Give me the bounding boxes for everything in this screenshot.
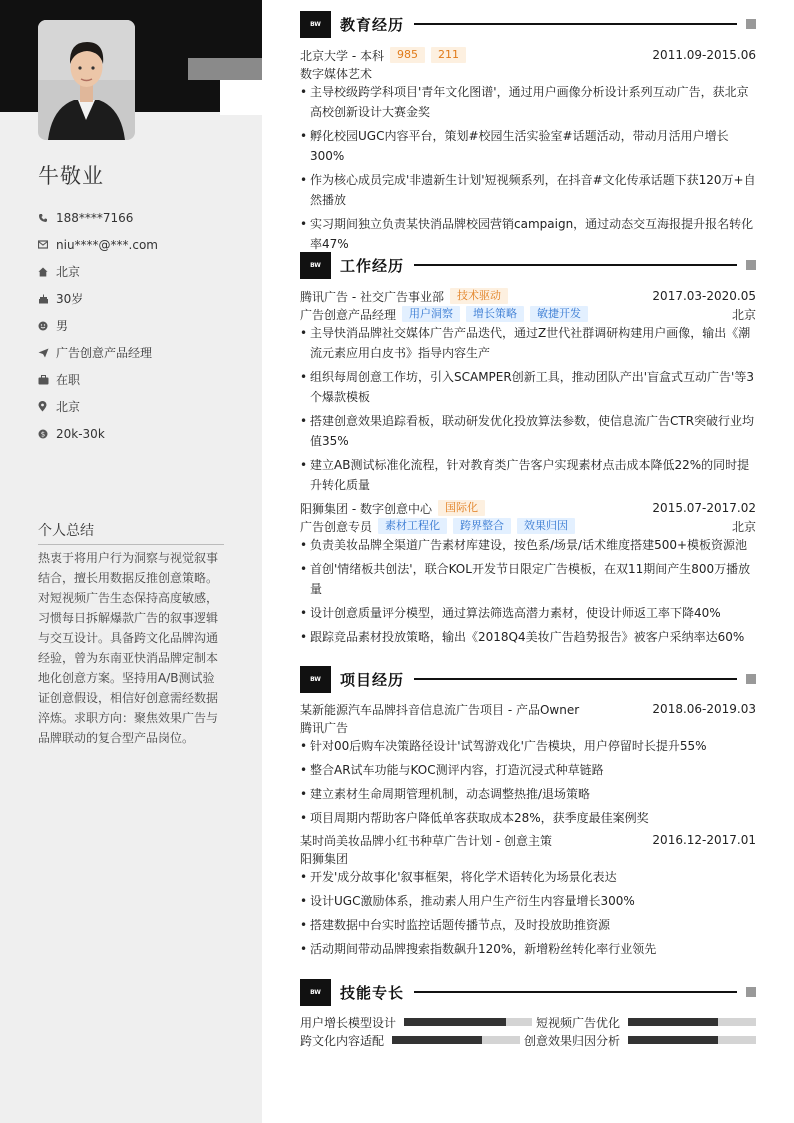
- job-role-row: [300, 305, 756, 323]
- job-bullets: [300, 535, 756, 651]
- project-bullets: [300, 867, 756, 963]
- list-item: • 建立AB测试标准化流程，针对教育类广告客户实现素材点击成本降低22%的同时提升转化质量: [300, 455, 756, 495]
- skill-bar-fill: [628, 1018, 718, 1026]
- decor-grey-bar: [188, 58, 262, 80]
- project-name-row: [300, 700, 756, 718]
- job-city: 北京: [731, 307, 756, 322]
- decor-white-block: [220, 80, 262, 115]
- list-item: • 主导快消品牌社交媒体广告产品迭代，通过Z世代社群调研构建用户画像，输出《潮流元素应用白皮书》指导内容生产: [300, 323, 756, 363]
- list-item: • 搭建数据中台实时监控话题传播节点，及时投放助推资源: [300, 915, 756, 935]
- role-tag: 素材工程化: [378, 518, 447, 534]
- school-tag: 985: [390, 47, 425, 63]
- project-date: 2016.12-2017.01: [652, 833, 756, 847]
- location-pin-icon: [38, 401, 56, 412]
- project-date: 2018.06-2019.03: [652, 702, 756, 716]
- job-role: 广告创意专员: [300, 519, 373, 534]
- list-item: • 建立素材生命周期管理机制，动态调整热推/退场策略: [300, 784, 756, 804]
- section-divider: [414, 264, 737, 266]
- section-logo: BW: [300, 979, 331, 1006]
- section-logo: BW: [300, 666, 331, 693]
- skill-bar-fill: [628, 1036, 718, 1044]
- contact-info-list: [38, 204, 158, 447]
- list-item: • 负责美妆品牌全渠道广告素材库建设，按色系/场景/话术维度搭建500+模板资源池: [300, 535, 756, 555]
- list-item: • 针对00后购车决策路径设计'试驾游戏化'广告模块，用户停留时长提升55%: [300, 736, 756, 756]
- role-tag: 增长策略: [466, 306, 524, 322]
- gender-icon: [38, 321, 56, 331]
- skill-bar-fill: [392, 1036, 482, 1044]
- project-org-row: [300, 849, 756, 867]
- list-item: • 作为核心成员完成'非遗新生计划'短视频系列，在抖音#文化传承话题下获120万+自然播放: [300, 170, 756, 210]
- section-square: [746, 987, 756, 997]
- project-name: 某时尚美妆品牌小红书种草广告计划 - 创意主策: [300, 833, 552, 848]
- project-name: 某新能源汽车品牌抖音信息流广告项目 - 产品Owner: [300, 702, 580, 717]
- section-header-projects: [300, 665, 756, 693]
- info-status: [38, 366, 158, 393]
- skill-bar: [392, 1036, 520, 1044]
- candidate-name: 牛敬业: [38, 164, 104, 188]
- major-name: 数字媒体艺术: [300, 66, 373, 81]
- education-major-row: [300, 64, 756, 82]
- mail-icon: [38, 240, 56, 249]
- job-date: 2015.07-2017.02: [652, 501, 756, 515]
- skill-label: 用户增长模型设计: [300, 1015, 397, 1030]
- job-role-row: [300, 517, 756, 535]
- section-header-skills: [300, 978, 756, 1006]
- section-square: [746, 674, 756, 684]
- info-email: [38, 231, 158, 258]
- list-item: • 跟踪竞品素材投放策略，输出《2018Q4美妆广告趋势报告》被客户采纳率达60%: [300, 627, 756, 647]
- summary-text: 热衷于将用户行为洞察与视觉叙事结合，擅长用数据反推创意策略。对短视频广告生态保持高度敏感，习惯每日拆解爆款广告的叙事逻辑与交互设计。具备跨文化品牌沟通经验，曾为东南亚快消品牌定制本地化创意方案。坚持用A/B测试验证创意假设，相信好创意需经数据淬炼。求职方向：聚焦效果广告与品牌联动的复合型产品岗位。: [38, 551, 219, 745]
- info-phone-text: 188****7166: [56, 210, 134, 225]
- skill-bar: [404, 1018, 532, 1026]
- section-square: [746, 19, 756, 29]
- school-tag: 211: [431, 47, 466, 63]
- list-item: • 主导校级跨学科项目'青年文化图谱'，通过用户画像分析设计系列互动广告，获北京高校创新设计大赛金奖: [300, 82, 756, 122]
- project-org: 阳狮集团: [300, 851, 349, 866]
- section-divider: [414, 23, 737, 25]
- project-bullets: [300, 736, 756, 832]
- home-icon: [38, 267, 56, 277]
- send-icon: [38, 348, 56, 358]
- section-logo: BW: [300, 252, 331, 279]
- info-phone: [38, 204, 158, 231]
- info-position: [38, 339, 158, 366]
- summary-title: 个人总结: [38, 520, 224, 545]
- section-logo: BW: [300, 11, 331, 38]
- list-item: • 实习期间独立负责某快消品牌校园营销campaign，通过动态交互海报提升报名转化率47%: [300, 214, 756, 254]
- info-gender: [38, 312, 158, 339]
- info-status-text: 在职: [56, 373, 81, 387]
- svg-text:$: $: [40, 430, 46, 439]
- info-city: [38, 258, 158, 285]
- skill-bar: [628, 1018, 756, 1026]
- role-tag: 敏捷开发: [530, 306, 588, 322]
- avatar-photo: [38, 20, 135, 140]
- briefcase-icon: [38, 375, 56, 385]
- job-bullets: [300, 323, 756, 499]
- company-tag: 技术驱动: [450, 288, 508, 304]
- info-email-text: niu****@***.com: [56, 237, 158, 252]
- project-org-row: [300, 718, 756, 736]
- list-item: • 孵化校园UGC内容平台，策划#校园生活实验室#话题活动，带动月活用户增长300%: [300, 126, 756, 166]
- job-company: 阳狮集团 - 数字创意中心: [300, 501, 432, 516]
- section-header-work: [300, 251, 756, 279]
- education-school-row: [300, 46, 756, 64]
- money-icon: [38, 429, 56, 439]
- skill-bar: [628, 1036, 756, 1044]
- info-target-city: [38, 393, 158, 420]
- section-divider: [414, 678, 737, 680]
- role-tag: 效果归因: [517, 518, 575, 534]
- list-item: • 整合AR试车功能与KOC测评内容，打造沉浸式种草链路: [300, 760, 756, 780]
- info-salary-text: 20k-30k: [56, 426, 105, 441]
- cake-icon: [38, 294, 56, 304]
- role-tag: 用户洞察: [402, 306, 460, 322]
- info-salary: [38, 420, 158, 447]
- section-title: 工作经历: [340, 256, 405, 275]
- skill-label: 创意效果归因分析: [524, 1033, 621, 1048]
- skill-bar-fill: [404, 1018, 506, 1026]
- info-gender-text: 男: [56, 319, 69, 333]
- list-item: • 搭建创意效果追踪看板，联动研发优化投放算法参数，使信息流广告CTR突破行业均值35%: [300, 411, 756, 451]
- list-item: • 设计UGC激励体系，推动素人用户生产衍生内容量增长300%: [300, 891, 756, 911]
- skill-label: 跨文化内容适配: [300, 1033, 385, 1048]
- job-city: 北京: [731, 519, 756, 534]
- list-item: • 设计创意质量评分模型，通过算法筛选高潜力素材，使设计师返工率下降40%: [300, 603, 756, 623]
- education-bullets: [300, 82, 756, 258]
- job-company: 腾讯广告 - 社交广告事业部: [300, 289, 444, 304]
- list-item: • 首创'情绪板共创法'，联合KOL开发节日限定广告模板，在双11期间产生800万播放量: [300, 559, 756, 599]
- section-square: [746, 260, 756, 270]
- school-name: 北京大学 - 本科: [300, 48, 384, 63]
- info-position-text: 广告创意产品经理: [56, 346, 153, 360]
- job-company-row: [300, 287, 756, 305]
- job-company-row: [300, 499, 756, 517]
- sidebar: [0, 0, 262, 1123]
- role-tag: 跨界整合: [453, 518, 511, 534]
- project-org: 腾讯广告: [300, 720, 349, 735]
- list-item: • 开发'成分故事化'叙事框架，将化学术语转化为场景化表达: [300, 867, 756, 887]
- info-age-text: 30岁: [56, 292, 84, 306]
- job-role: 广告创意产品经理: [300, 307, 397, 322]
- section-title: 教育经历: [340, 15, 405, 34]
- info-target-city-text: 北京: [56, 400, 81, 414]
- list-item: • 活动期间带动品牌搜索指数飙升120%，新增粉丝转化率行业领先: [300, 939, 756, 959]
- project-name-row: [300, 831, 756, 849]
- company-tag: 国际化: [438, 500, 485, 516]
- education-date: 2011.09-2015.06: [652, 48, 756, 62]
- info-age: [38, 285, 158, 312]
- phone-icon: [38, 213, 56, 223]
- skill-label: 短视频广告优化: [536, 1015, 621, 1030]
- section-divider: [414, 991, 737, 993]
- list-item: • 项目周期内帮助客户降低单客获取成本28%，获季度最佳案例奖: [300, 808, 756, 828]
- info-city-text: 北京: [56, 265, 81, 279]
- section-title: 项目经历: [340, 670, 405, 689]
- section-title: 技能专长: [340, 983, 405, 1002]
- list-item: • 组织每周创意工作坊，引入SCAMPER创新工具，推动团队产出'盲盒式互动广告'等3个爆款模板: [300, 367, 756, 407]
- section-header-education: [300, 10, 756, 38]
- job-date: 2017.03-2020.05: [652, 289, 756, 303]
